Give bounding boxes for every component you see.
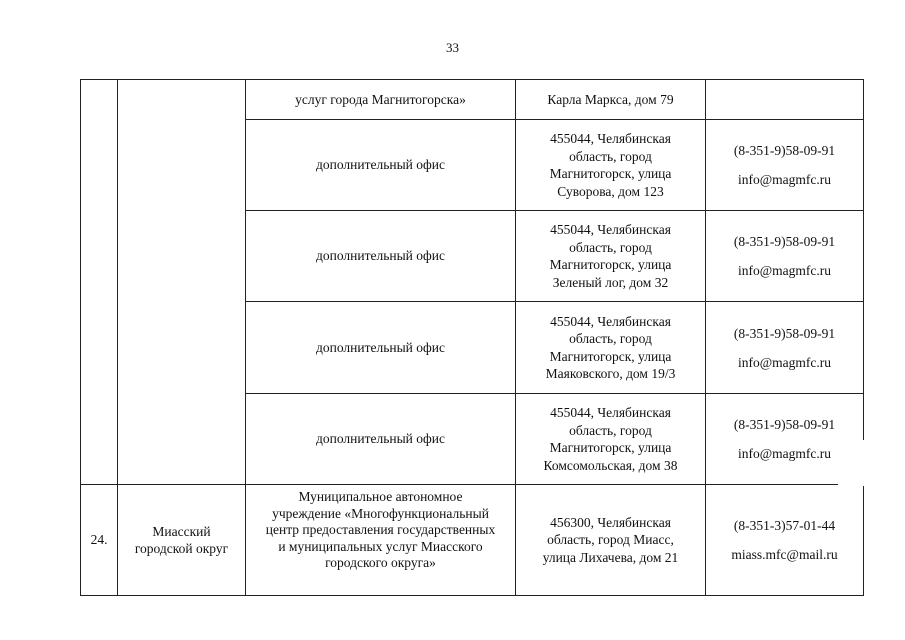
address-line: Суворова, дом 123 [557, 183, 664, 199]
address-line: улица Лихачева, дом 21 [542, 549, 679, 565]
number-cell [81, 120, 118, 211]
contact-cell [706, 302, 864, 394]
phone-number: (8-351-9)58-09-91 [733, 417, 836, 432]
email-address: info@magmfc.ru [737, 446, 832, 461]
name-line: и муниципальных услуг Миасского [278, 538, 483, 554]
phone-number: (8-351-3)57-01-44 [733, 518, 836, 533]
table-row [81, 120, 864, 211]
address-line: область, город [569, 422, 652, 438]
address-line: 455044, Челябинская [550, 405, 671, 420]
table-row [81, 211, 864, 302]
table-row [81, 302, 864, 394]
district-line: Миасский [152, 523, 211, 539]
address-line: область, город Миасс, [547, 532, 674, 548]
number-cell [81, 394, 118, 485]
name-cell: дополнительный офис [246, 394, 516, 485]
phone-number: (8-351-9)58-09-91 [733, 143, 836, 158]
name-line: городского округа» [325, 555, 436, 570]
address-line: Магнитогорск, улица [549, 257, 672, 272]
address-line: Магнитогорск, улица [549, 348, 672, 364]
email-address: info@magmfc.ru [737, 354, 832, 370]
district-cell [118, 485, 246, 596]
number-cell [81, 80, 118, 120]
email-address: miass.mfc@mail.ru [731, 547, 838, 562]
table-row [81, 394, 864, 485]
district-line: городской округ [134, 541, 229, 556]
table-row [81, 80, 864, 120]
address-line: Зеленый лог, дом 32 [552, 274, 669, 290]
phone-number: (8-351-9)58-09-91 [733, 234, 836, 249]
name-cell: дополнительный офис [246, 302, 516, 394]
address-cell [516, 394, 706, 485]
address-line: 456300, Челябинская [550, 514, 671, 530]
name-line: центр предоставления государственных [265, 522, 496, 537]
name-cell: дополнительный офис [246, 120, 516, 211]
page-number: 33 [446, 40, 459, 55]
number-cell [81, 211, 118, 302]
address-line: Комсомольская, дом 38 [543, 457, 678, 473]
contact-cell [706, 211, 864, 302]
scan-white-patch [838, 440, 864, 486]
address-cell [516, 211, 706, 302]
address-line: 455044, Челябинская [550, 313, 671, 329]
table-row [81, 485, 864, 596]
address-line: область, город [569, 331, 652, 346]
contact-cell [706, 485, 864, 596]
address-line: Магнитогорск, улица [549, 166, 672, 181]
name-line: учреждение «Многофункциональный [272, 505, 489, 521]
name-cell: дополнительный офис [246, 211, 516, 302]
phone-number: (8-351-9)58-09-91 [733, 325, 836, 341]
name-cell [246, 485, 516, 596]
address-line: Магнитогорск, улица [549, 440, 672, 455]
address-line: 455044, Челябинская [550, 222, 671, 237]
address-cell [516, 120, 706, 211]
address-line: Маяковского, дом 19/3 [545, 366, 676, 381]
district-cell [118, 80, 246, 120]
contact-cell [706, 80, 864, 120]
address-line: область, город [569, 148, 652, 164]
name-cell: услуг города Магнитогорска» [246, 80, 516, 120]
district-cell [118, 120, 246, 211]
address-line: 455044, Челябинская [550, 131, 671, 146]
number-cell [81, 302, 118, 394]
row-number: 24. [81, 485, 118, 596]
address-line: область, город [569, 239, 652, 255]
district-cell [118, 302, 246, 394]
email-address: info@magmfc.ru [737, 263, 832, 278]
address-cell [516, 485, 706, 596]
district-cell [118, 394, 246, 485]
district-cell [118, 211, 246, 302]
email-address: info@magmfc.ru [737, 172, 832, 187]
mfc-offices-table [80, 79, 864, 596]
address-cell: Карла Маркса, дом 79 [516, 80, 706, 120]
name-line: Муниципальное автономное [298, 489, 463, 504]
contact-cell [706, 120, 864, 211]
address-cell [516, 302, 706, 394]
